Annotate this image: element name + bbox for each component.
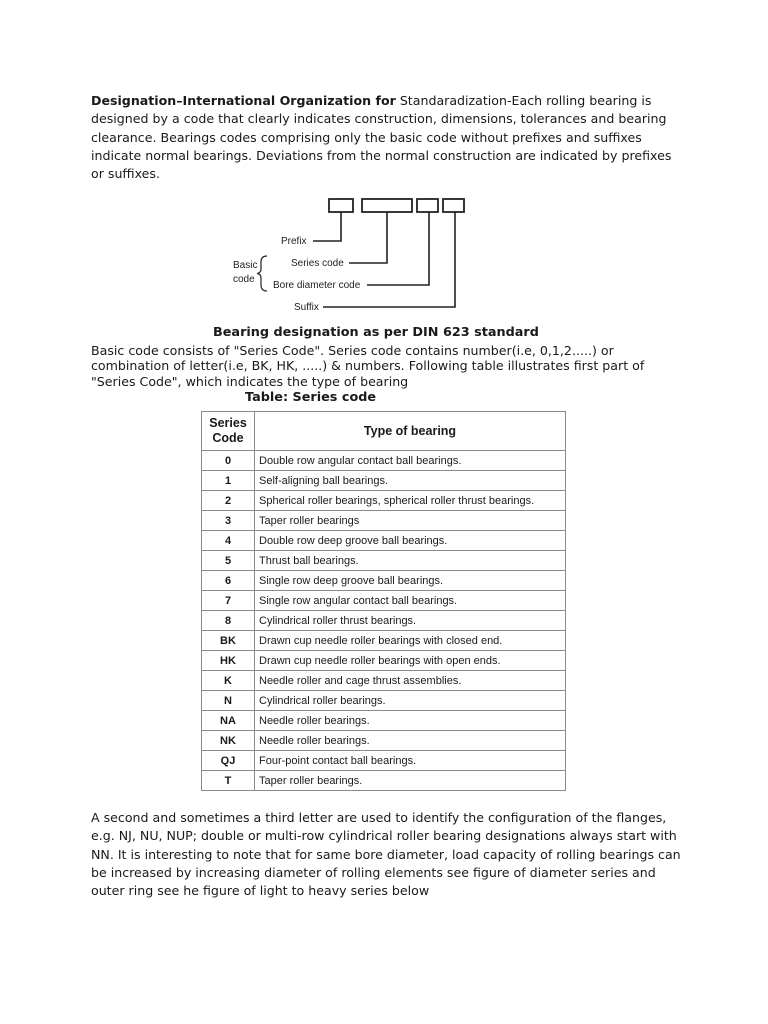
intro-bold-lead: Designation–International Organization for bbox=[91, 93, 396, 108]
table-row bbox=[202, 531, 566, 551]
header-series-code bbox=[202, 412, 255, 451]
bearing-type-cell: Needle roller bearings. bbox=[255, 711, 566, 731]
bearing-type-cell: Single row angular contact ball bearings. bbox=[255, 591, 566, 611]
series-code-cell: T bbox=[202, 771, 255, 791]
closing-paragraph: A second and sometimes a third letter are used to identify the configuration of the flanges, e.g. NJ, NU, NUP; double or multi-row cylindrical roller bearing designations always start with NN. It is interesting to note that for same bore diameter, load capacity of rolling bearings can be increased by increasing diameter of rolling elements see figure of diameter series and outer ring see he figure of light to heavy series below bbox=[91, 810, 681, 899]
series-code-cell: 6 bbox=[202, 571, 255, 591]
series-code-cell: 7 bbox=[202, 591, 255, 611]
bearing-type-cell: Double row deep groove ball bearings. bbox=[255, 531, 566, 551]
series-leader bbox=[349, 212, 387, 263]
table-row bbox=[202, 671, 566, 691]
table-row bbox=[202, 631, 566, 651]
bearing-type-cell: Taper roller bearings. bbox=[255, 771, 566, 791]
series-code-cell: N bbox=[202, 691, 255, 711]
section-body-line2: combination of letter(i.e, BK, HK, .....) & numbers. Following table illustrates first part of bbox=[91, 358, 645, 373]
table-row bbox=[202, 491, 566, 511]
header-code-line2: Code bbox=[212, 431, 244, 445]
table-row bbox=[202, 711, 566, 731]
suffix-box bbox=[443, 199, 464, 212]
basic-code-brace bbox=[257, 256, 267, 291]
section-title: Bearing designation as per DIN 623 standard bbox=[213, 325, 539, 340]
bearing-type-cell: Four-point contact ball bearings. bbox=[255, 751, 566, 771]
table-row bbox=[202, 511, 566, 531]
series-code-cell: 0 bbox=[202, 451, 255, 471]
series-code-box bbox=[362, 199, 412, 212]
prefix-leader bbox=[313, 212, 341, 241]
bearing-type-cell: Drawn cup needle roller bearings with closed end. bbox=[255, 631, 566, 651]
prefix-box bbox=[329, 199, 353, 212]
table-row bbox=[202, 571, 566, 591]
bearing-type-cell: Drawn cup needle roller bearings with open ends. bbox=[255, 651, 566, 671]
series-code-cell: NA bbox=[202, 711, 255, 731]
table-row bbox=[202, 471, 566, 491]
basic-code-label-line1: Basic bbox=[233, 260, 258, 271]
table-row bbox=[202, 591, 566, 611]
series-code-cell: 4 bbox=[202, 531, 255, 551]
table-row bbox=[202, 731, 566, 751]
series-code-cell: K bbox=[202, 671, 255, 691]
bearing-type-cell: Single row deep groove ball bearings. bbox=[255, 571, 566, 591]
series-code-cell: 3 bbox=[202, 511, 255, 531]
bearing-type-cell: Spherical roller bearings, spherical roller thrust bearings. bbox=[255, 491, 566, 511]
table-row bbox=[202, 691, 566, 711]
series-code-cell: NK bbox=[202, 731, 255, 751]
series-code-cell: 5 bbox=[202, 551, 255, 571]
bearing-type-cell: Double row angular contact ball bearings. bbox=[255, 451, 566, 471]
table-title: Table: Series code bbox=[245, 390, 377, 405]
bore-leader bbox=[367, 212, 429, 285]
series-code-cell: 1 bbox=[202, 471, 255, 491]
bearing-type-cell: Self-aligning ball bearings. bbox=[255, 471, 566, 491]
table-row bbox=[202, 651, 566, 671]
bearing-code-diagram bbox=[225, 193, 475, 318]
suffix-label: Suffix bbox=[294, 302, 319, 313]
series-code-cell: 2 bbox=[202, 491, 255, 511]
section-body-line1: Basic code consists of "Series Code". Series code contains number(i.e, 0,1,2.....) or bbox=[91, 343, 614, 358]
table-row bbox=[202, 451, 566, 471]
series-code-label: Series code bbox=[291, 258, 344, 269]
intro-body: Standaradization-Each rolling bearing is designed by a code that clearly indicates construction, dimensions, tolerances and bearing clearance. Bearings codes comprising only the basic code without prefixes and suffixes indicate normal bearings. Deviations from the normal construction are indicated by prefixes or suffixes. bbox=[91, 93, 672, 182]
series-code-cell: 8 bbox=[202, 611, 255, 631]
table-row bbox=[202, 751, 566, 771]
bore-diameter-label: Bore diameter code bbox=[273, 280, 361, 291]
table-header-row bbox=[202, 412, 566, 451]
table-row bbox=[202, 611, 566, 631]
basic-code-label-line2: code bbox=[233, 274, 255, 285]
prefix-label: Prefix bbox=[281, 236, 307, 247]
bearing-type-cell: Needle roller and cage thrust assemblies. bbox=[255, 671, 566, 691]
header-code-line1: Series bbox=[209, 416, 247, 430]
bearing-type-cell: Thrust ball bearings. bbox=[255, 551, 566, 571]
bore-code-box bbox=[417, 199, 438, 212]
header-type-of-bearing: Type of bearing bbox=[255, 412, 566, 451]
table-row bbox=[202, 771, 566, 791]
bearing-type-cell: Cylindrical roller bearings. bbox=[255, 691, 566, 711]
intro-paragraph bbox=[91, 92, 683, 183]
bearing-type-cell: Taper roller bearings bbox=[255, 511, 566, 531]
bearing-type-cell: Needle roller bearings. bbox=[255, 731, 566, 751]
bearing-type-cell: Cylindrical roller thrust bearings. bbox=[255, 611, 566, 631]
series-code-cell: BK bbox=[202, 631, 255, 651]
series-code-cell: QJ bbox=[202, 751, 255, 771]
table-row bbox=[202, 551, 566, 571]
series-code-cell: HK bbox=[202, 651, 255, 671]
section-body-line3: "Series Code", which indicates the type of bearing bbox=[91, 374, 409, 389]
series-code-table bbox=[201, 411, 566, 791]
